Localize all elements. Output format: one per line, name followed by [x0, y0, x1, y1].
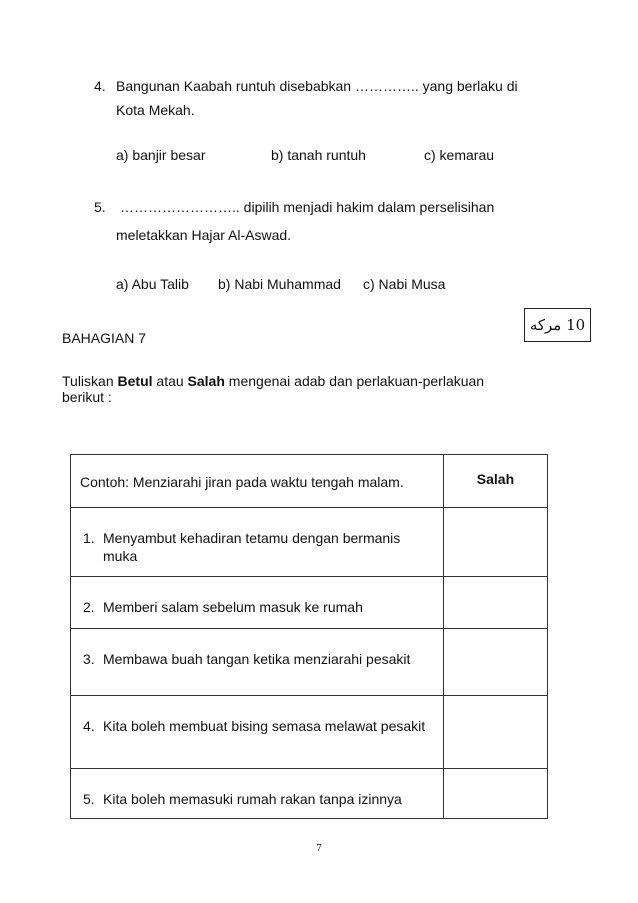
q4-option-c: c) kemarau	[424, 147, 495, 163]
table-row	[71, 769, 548, 819]
q4-text-line2: Kota Mekah.	[116, 102, 195, 118]
instruction-post: mengenai adab dan perlakuan-perlakuan	[224, 373, 485, 389]
section-title: BAHAGIAN 7	[62, 330, 147, 346]
instruction-betul: Betul	[117, 373, 153, 389]
row-number-2: 2.	[83, 599, 95, 615]
row-text-1: Menyambut kehadiran tetamu dengan bermanis muka	[103, 530, 401, 564]
statement-cell-3	[71, 629, 444, 696]
answer-box-5[interactable]	[443, 769, 547, 819]
q5-option-a: a) Abu Talib	[116, 276, 189, 292]
table-row	[71, 508, 548, 577]
instruction-salah: Salah	[187, 373, 225, 389]
example-answer-cell	[443, 455, 547, 508]
example-statement: Contoh: Menziarahi jiran pada waktu tengah malam.	[80, 474, 404, 490]
row-text-3: Membawa buah tangan ketika menziarahi pesakit	[103, 651, 411, 667]
instruction-pre: Tuliskan	[62, 373, 118, 389]
q5-number: 5.	[94, 199, 106, 215]
example-answer: Salah	[476, 471, 515, 487]
q4-text-line1: Bangunan Kaabah runtuh disebabkan ………….. yang berlaku di	[116, 78, 518, 94]
statement-cell-4	[71, 696, 444, 769]
statement-cell-1	[71, 508, 444, 577]
example-row	[71, 455, 548, 508]
q4-option-a: a) banjir besar	[116, 147, 206, 163]
answer-table	[70, 454, 548, 819]
answer-box-1[interactable]	[443, 508, 547, 577]
row-number-4: 4.	[83, 718, 95, 734]
row-number-3: 3.	[83, 651, 95, 667]
page-number: 7	[316, 842, 322, 854]
row-number-1: 1.	[83, 530, 95, 546]
q4-option-b: b) tanah runtuh	[271, 147, 366, 163]
answer-box-4[interactable]	[443, 696, 547, 769]
answer-box-3[interactable]	[443, 629, 547, 696]
section-instruction	[62, 372, 484, 390]
instruction-mid: atau	[152, 373, 188, 389]
answer-box-2[interactable]	[443, 577, 547, 629]
table-row	[71, 696, 548, 769]
marks-box	[524, 308, 591, 342]
section-instruction-line2: berikut :	[62, 389, 112, 405]
row-text-5: Kita boleh memasuki rumah rakan tanpa izinnya	[103, 791, 402, 807]
table-row	[71, 577, 548, 629]
q5-option-b: b) Nabi Muhammad	[218, 276, 341, 292]
row-text-2: Memberi salam sebelum masuk ke rumah	[103, 599, 363, 615]
row-number-5: 5.	[83, 791, 95, 807]
example-statement-cell	[71, 455, 444, 508]
table-row	[71, 629, 548, 696]
q5-text-line2: meletakkan Hajar Al-Aswad.	[116, 227, 292, 243]
statement-cell-2	[71, 577, 444, 629]
statement-cell-5	[71, 769, 444, 819]
q5-option-c: c) Nabi Musa	[363, 276, 446, 292]
q4-number: 4.	[94, 78, 106, 94]
q5-text-line1: …………………….. dipilih menjadi hakim dalam perselisihan	[120, 199, 495, 215]
row-text-4: Kita boleh membuat bising semasa melawat pesakit	[103, 718, 426, 734]
marks-label: 10 مركه	[529, 316, 586, 334]
